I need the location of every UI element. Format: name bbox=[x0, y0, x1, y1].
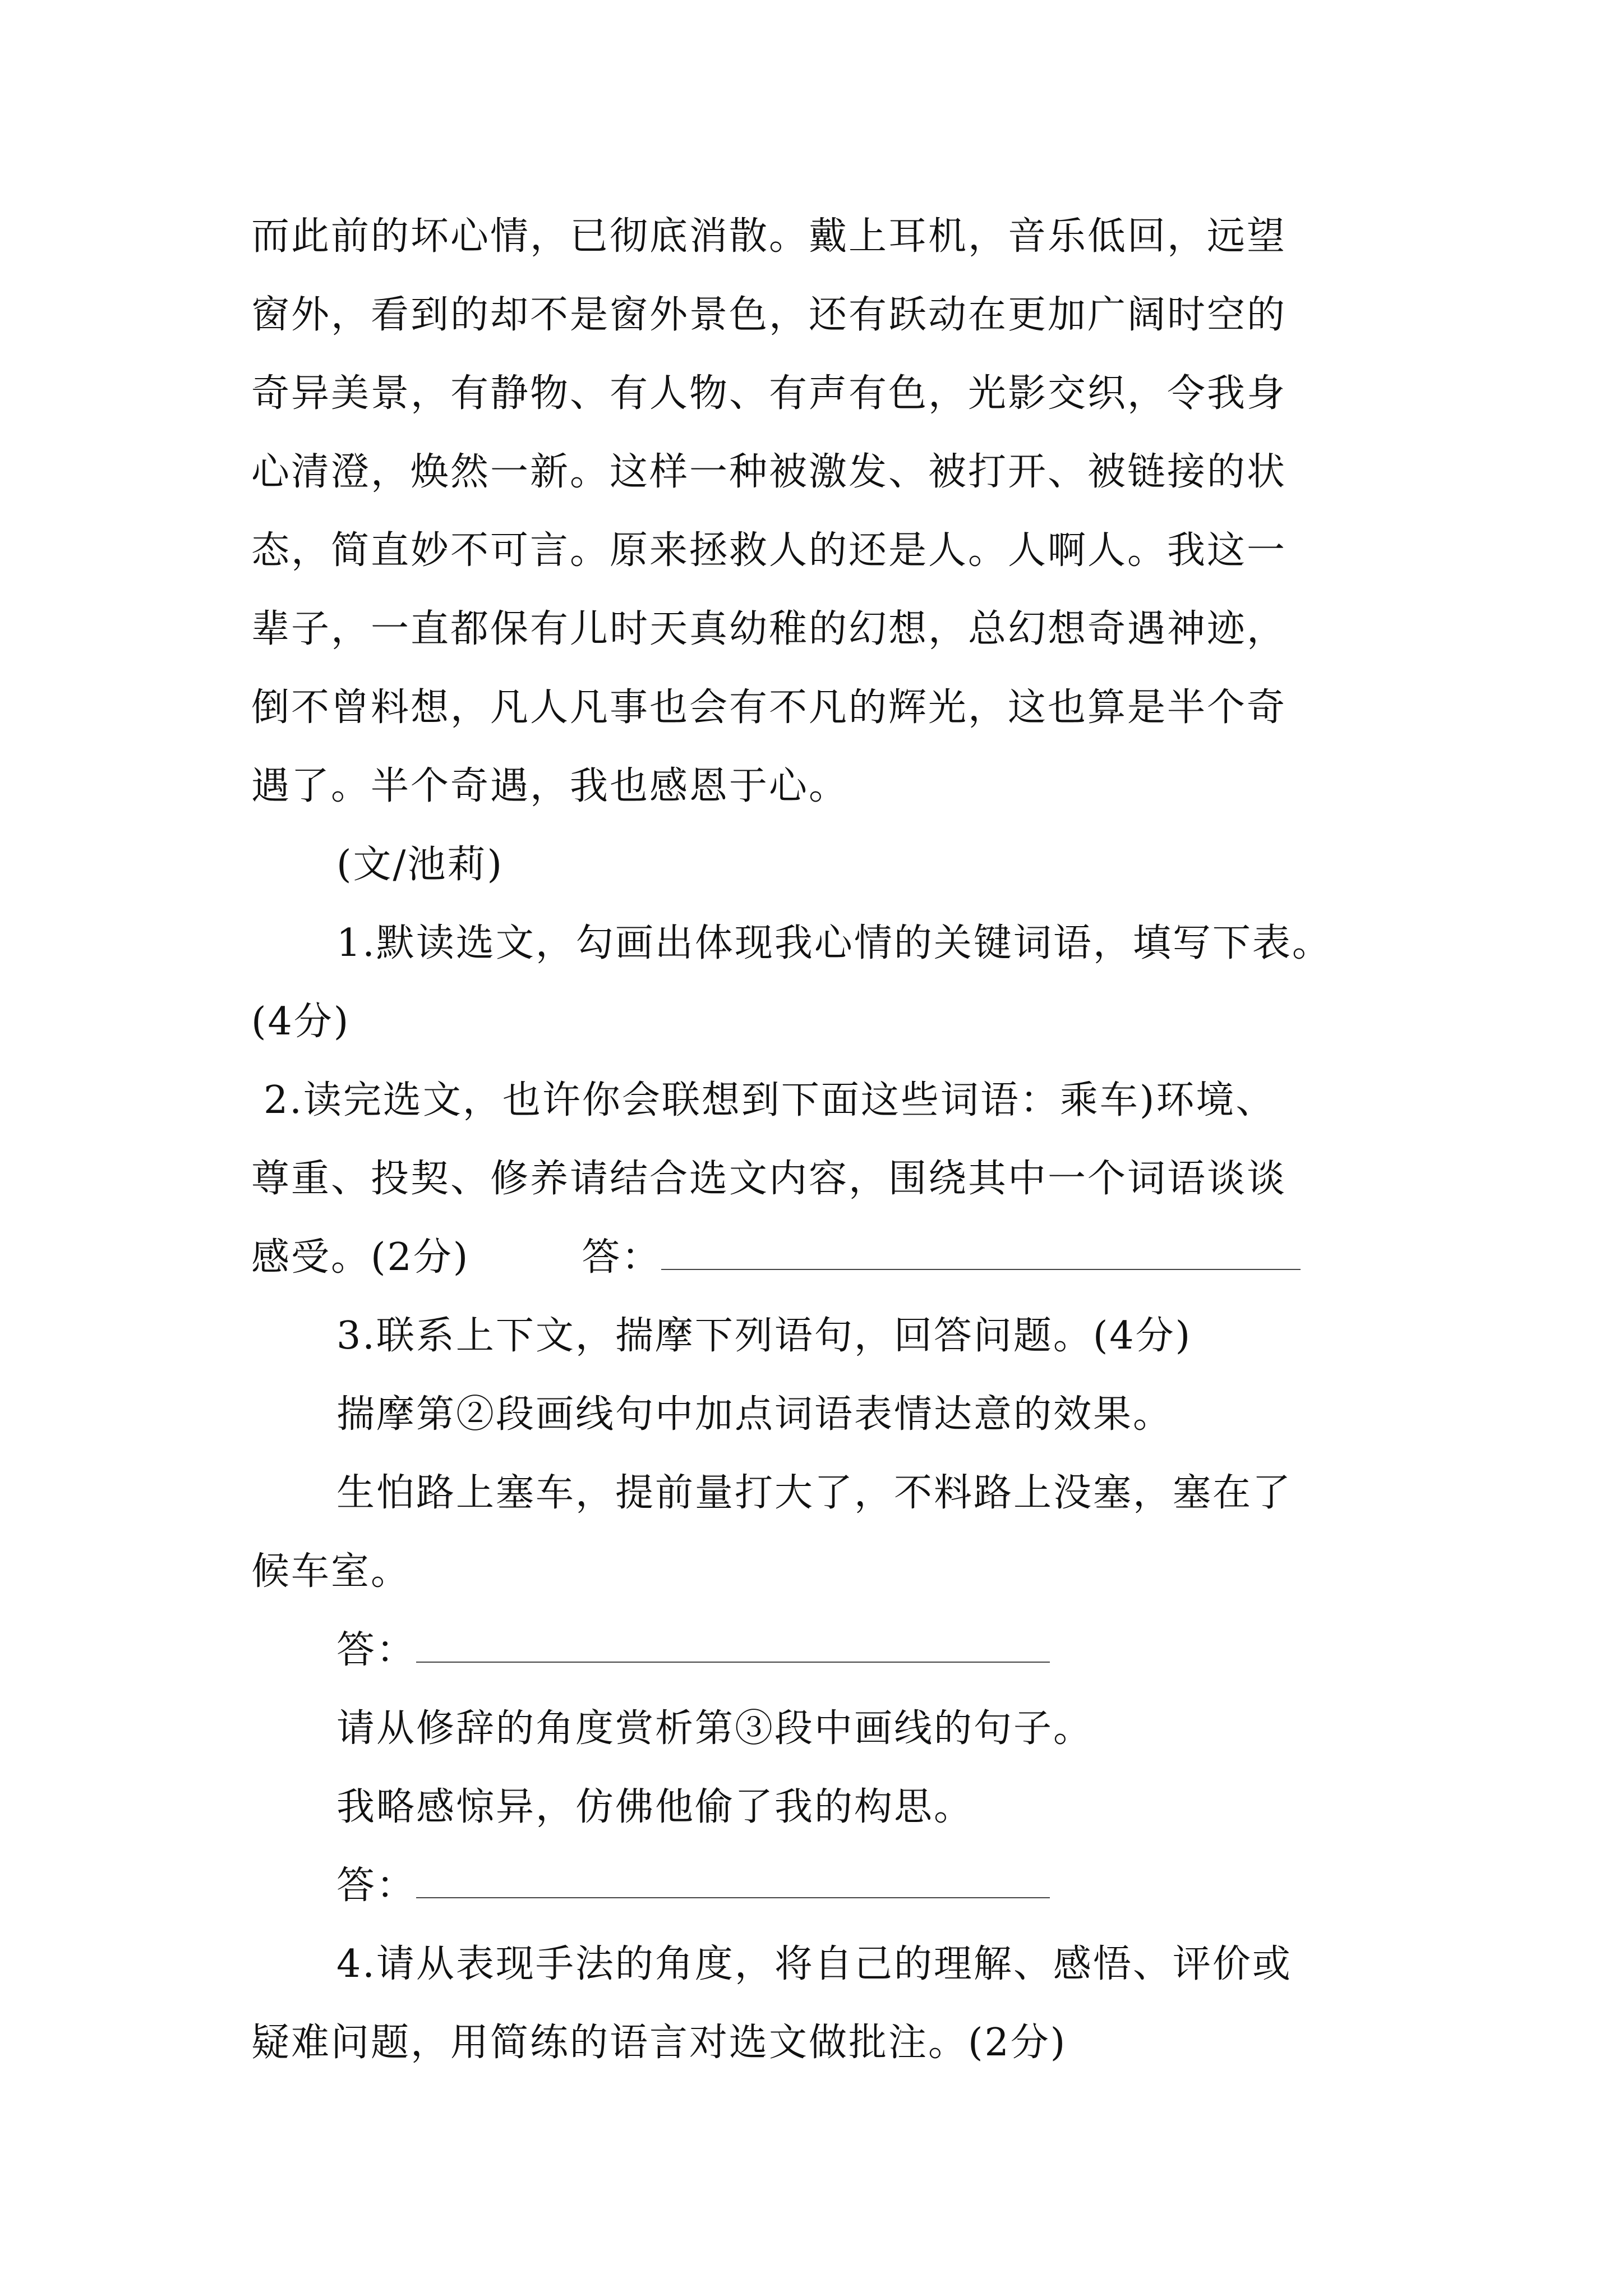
question-3-sub1-prompt: 揣摩第②段画线句中加点词语表情达意的效果。 bbox=[336, 1392, 1173, 1437]
question-4-line-1: 4.请从表现手法的角度，将自己的理解、感悟、评价或 bbox=[336, 1942, 1292, 1986]
question-2-line-1: 2.读完选文，也许你会联想到下面这些词语：乘车)环境、 bbox=[264, 1078, 1276, 1122]
question-1-line-1: 1.默读选文，勾画出体现我心情的关键词语，填写下表。 bbox=[336, 921, 1332, 965]
question-3-sub2-answer-blank[interactable] bbox=[416, 1864, 1050, 1898]
question-2-line-3-text: 感受。(2分) bbox=[251, 1235, 470, 1280]
passage-line-1: 而此前的坏心情，已彻底消散。戴上耳机，音乐低回，远望 bbox=[251, 214, 1287, 259]
question-1-line-2: (4分) bbox=[251, 1000, 351, 1044]
question-3-sub2-quote: 我略感惊异，仿佛他偷了我的构思。 bbox=[336, 1785, 974, 1829]
question-2-answer-label: 答： bbox=[582, 1235, 662, 1280]
question-2-line-2: 尊重、投契、修养请结合选文内容，围绕其中一个词语谈谈 bbox=[251, 1157, 1287, 1201]
question-3-sub1-answer-blank[interactable] bbox=[416, 1628, 1050, 1663]
question-2-answer-blank[interactable] bbox=[661, 1235, 1301, 1270]
passage-line-4: 心清澄，焕然一新。这样一种被激发、被打开、被链接的状 bbox=[251, 450, 1287, 494]
question-3-sub2-answer-row bbox=[336, 1864, 1050, 1908]
question-3-sub1-answer-label: 答： bbox=[336, 1628, 417, 1672]
question-3-sub1-quote-line-2: 候车室。 bbox=[251, 1549, 411, 1594]
question-3-sub2-answer-label: 答： bbox=[336, 1864, 417, 1908]
passage-line-3: 奇异美景，有静物、有人物、有声有色，光影交织，令我身 bbox=[251, 371, 1287, 416]
question-3-line-1: 3.联系上下文，揣摩下列语句，回答问题。(4分) bbox=[336, 1314, 1192, 1358]
question-3-sub1-quote-line-1: 生怕路上塞车，提前量打大了，不料路上没塞，塞在了 bbox=[336, 1471, 1293, 1515]
passage-line-5: 态，简直妙不可言。原来拯救人的还是人。人啊人。我这一 bbox=[251, 528, 1287, 573]
author-credit: (文/池莉) bbox=[336, 843, 504, 887]
passage-line-7: 倒不曾料想，凡人凡事也会有不凡的辉光，这也算是半个奇 bbox=[251, 685, 1287, 730]
question-3-sub1-answer-row bbox=[336, 1628, 1050, 1673]
question-3-sub2-prompt: 请从修辞的角度赏析第③段中画线的句子。 bbox=[336, 1706, 1094, 1751]
question-4-line-2: 疑难问题，用简练的语言对选文做批注。(2分) bbox=[251, 2021, 1067, 2065]
passage-line-6: 辈子，一直都保有儿时天真幼稚的幻想，总幻想奇遇神迹， bbox=[251, 607, 1287, 651]
passage-line-8: 遇了。半个奇遇，我也感恩于心。 bbox=[251, 764, 849, 808]
question-2-line-3 bbox=[251, 1235, 1301, 1280]
passage-line-2: 窗外，看到的却不是窗外景色，还有跃动在更加广阔时空的 bbox=[251, 293, 1287, 337]
